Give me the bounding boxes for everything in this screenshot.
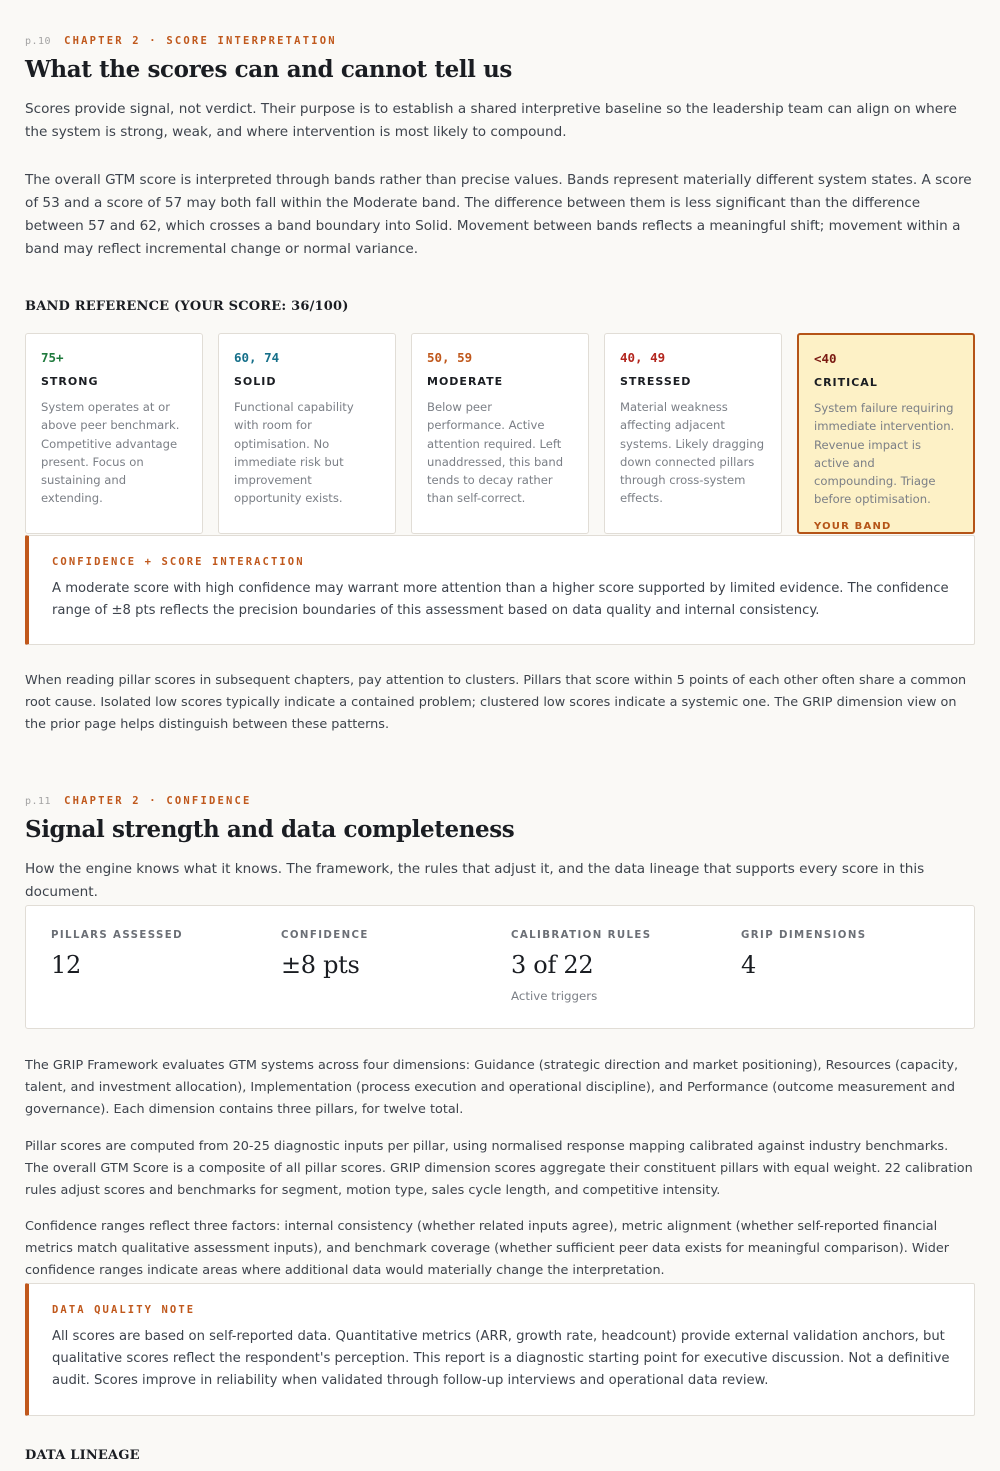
chapter-label: CHAPTER 2 · SCORE INTERPRETATION <box>64 35 337 47</box>
band-range: 60, 74 <box>234 350 280 365</box>
band-label: MODERATE <box>427 375 504 388</box>
stat-label: CONFIDENCE <box>281 930 369 941</box>
your-band-tag: YOUR BAND <box>814 520 892 532</box>
band-range: 40, 49 <box>620 350 666 365</box>
confidence-ranges-paragraph: Confidence ranges reflect three factors: internal consistency (whether related inputs agree), metric alignment (whether self-reported financial metrics match qualitative assessment inputs), and benchmark coverage (whether sufficient peer data exists for meaningful comparison). Wider confidence ranges indicate areas where additional data would materially change the interpretation. <box>25 1219 950 1278</box>
section-confidence <box>25 794 975 808</box>
page-number: p.11 <box>25 795 52 807</box>
confidence-stats-panel <box>25 905 975 1029</box>
clusters-paragraph: When reading pillar scores in subsequent chapters, pay attention to clusters. Pillars that score within 5 points of each other often share a common root cause. Isolated low scores typically indicate a contained problem; clustered low scores indicate a systemic one. The GRIP dimension view on the prior page helps distinguish between these patterns. <box>25 673 967 732</box>
section-score-interpretation <box>25 34 975 48</box>
callout-body: A moderate score with high confidence may warrant more attention than a higher score supported by limited evidence. The confidence range of ±8 pts reflects the precision boundaries of this assessment based on data quality and internal consistency. <box>52 581 949 618</box>
stat-value: 4 <box>741 951 756 979</box>
bands-paragraph: The overall GTM score is interpreted through bands rather than precise values. Bands represent materially different system states. A score of 53 and a score of 57 may both fall within the Moderate band. The difference between them is less significant than the difference between 57 and 62, which crosses a band boundary into Solid. Movement between bands reflects a meaningful shift; movement within a band may reflect incremental change or normal variance. <box>25 172 972 257</box>
band-description: Functional capability with room for optimisation. No immediate risk but improvement opportunity exists. <box>234 400 354 506</box>
grip-framework-paragraph: The GRIP Framework evaluates GTM systems across four dimensions: Guidance (strategic direction and market positioning), Resources (capacity, talent, and investment allocation), Implementation (process execution and operational discipline), and Performance (outcome measurement and governance). Each dimension contains three pillars, for twelve total. <box>25 1058 959 1117</box>
band-card-strong <box>25 333 203 534</box>
callout-title: CONFIDENCE + SCORE INTERACTION <box>52 556 305 568</box>
band-card-critical <box>797 333 975 534</box>
stat-confidence <box>281 930 511 1028</box>
data-quality-callout <box>25 1283 975 1416</box>
eyebrow <box>25 794 975 808</box>
band-description: System operates at or above peer benchmark. Competitive advantage present. Focus on sustaining and extending. <box>41 400 180 506</box>
callout-title: DATA QUALITY NOTE <box>52 1304 196 1316</box>
stat-label: GRIP DIMENSIONS <box>741 930 867 941</box>
stat-grip-dimensions <box>741 930 971 1028</box>
band-label: STRESSED <box>620 375 692 388</box>
band-range: 75+ <box>41 350 64 365</box>
section-title: Signal strength and data completeness <box>25 816 515 843</box>
stat-value: 3 of 22 <box>511 951 594 979</box>
band-range: <40 <box>814 351 837 366</box>
page-number: p.10 <box>25 35 52 47</box>
chapter-label: CHAPTER 2 · CONFIDENCE <box>64 795 252 807</box>
stat-value: ±8 pts <box>281 951 360 979</box>
stat-label: PILLARS ASSESSED <box>51 930 183 941</box>
band-description: Below peer performance. Active attention required. Left unaddressed, this band tends to decay rather than self-correct. <box>427 400 564 506</box>
band-card-solid <box>218 333 396 534</box>
band-range: 50, 59 <box>427 350 473 365</box>
band-description: Material weakness affecting adjacent systems. Likely dragging down connected pillars through cross-system effects. <box>620 400 765 506</box>
page-title: What the scores can and cannot tell us <box>25 56 512 83</box>
stat-value: 12 <box>51 951 81 979</box>
stat-subtext: Active triggers <box>511 989 598 1003</box>
band-reference-heading: BAND REFERENCE (YOUR SCORE: 36/100) <box>25 299 349 314</box>
band-label: CRITICAL <box>814 376 878 389</box>
confidence-score-callout <box>25 535 975 645</box>
band-description: System failure requiring immediate intervention. Revenue impact is active and compounding. Triage before optimisation. <box>814 401 955 507</box>
stat-label: CALIBRATION RULES <box>511 930 652 941</box>
band-label: STRONG <box>41 375 99 388</box>
band-card-moderate <box>411 333 589 534</box>
stat-pillars-assessed <box>51 930 281 1028</box>
band-reference-cards <box>25 333 975 534</box>
intro-paragraph: Scores provide signal, not verdict. Their purpose is to establish a shared interpretive baseline so the leadership team can align on where the system is strong, weak, and where intervention is most likely to compound. <box>25 101 957 140</box>
section-intro: How the engine knows what it knows. The framework, the rules that adjust it, and the data lineage that supports every score in this document. <box>25 861 925 900</box>
eyebrow <box>25 34 975 48</box>
pillar-scores-paragraph: Pillar scores are computed from 20-25 diagnostic inputs per pillar, using normalised response mapping calibrated against industry benchmarks. The overall GTM Score is a composite of all pillar scores. GRIP dimension scores aggregate their constituent pillars with equal weight. 22 calibration rules adjust scores and benchmarks for segment, motion type, sales cycle length, and competitive intensity. <box>25 1139 973 1198</box>
callout-body: All scores are based on self-reported data. Quantitative metrics (ARR, growth rate, headcount) provide external validation anchors, but qualitative scores reflect the respondent's perception. This report is a diagnostic starting point for executive discussion. Not a definitive audit. Scores improve in reliability when validated through follow-up interviews and operational data review. <box>52 1329 950 1388</box>
stat-calibration-rules <box>511 930 741 1028</box>
band-label: SOLID <box>234 375 277 388</box>
data-lineage-heading: DATA LINEAGE <box>25 1448 140 1463</box>
band-card-stressed <box>604 333 782 534</box>
